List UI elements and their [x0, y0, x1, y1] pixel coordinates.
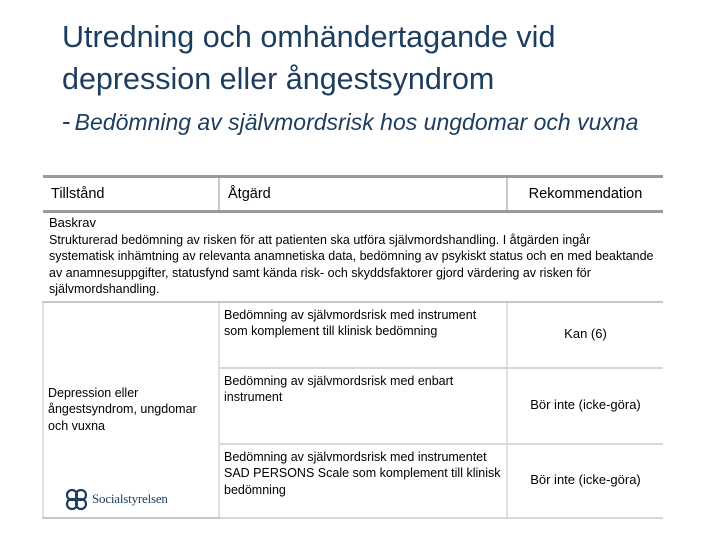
atgard-cell: Bedömning av självmordsrisk med enbart instrument [219, 368, 507, 444]
header-rekommendation: Rekommendation [507, 177, 663, 212]
header-atgard: Åtgärd [219, 177, 507, 212]
slide-title: Utredning och omhändertagande vid depression eller ångestsyndrom [62, 20, 556, 96]
recommendation-cell: Bör inte (icke-göra) [507, 368, 663, 444]
logo-text: Socialstyrelsen [92, 491, 168, 506]
subtitle-dash: - [62, 106, 71, 136]
baskrav-heading: Baskrav [49, 215, 96, 230]
socialstyrelsen-logo-icon [64, 486, 90, 512]
baskrav-text: Strukturerad bedömning av risken för att patienten ska utföra självmordshandling. I åtgärden ingår systematisk inhämtning av relevanta anamnetiska data, bedömning av psykiskt status och en med beaktande av anamnesuppgifter, statusfynd samt kända risk- och skyddsfaktorer gjord värdering av risken för självmordshandling. [49, 232, 654, 296]
table-row [43, 302, 663, 368]
atgard-cell: Bedömning av självmordsrisk med instrumentet SAD PERSONS Scale som komplement till klinisk bedömning [219, 444, 507, 518]
atgard-cell: Bedömning av självmordsrisk med instrument som komplement till klinisk bedömning [219, 302, 507, 368]
recommendation-cell: Kan (6) [507, 302, 663, 368]
baskrav-cell [43, 212, 663, 302]
slide-subtitle [62, 104, 712, 139]
recommendation-cell: Bör inte (icke-göra) [507, 444, 663, 518]
subtitle-text: Bedömning av självmordsrisk hos ungdomar och vuxna [74, 109, 639, 135]
table-header-row [43, 177, 663, 212]
socialstyrelsen-logo [64, 484, 168, 514]
condition-cell: Depression eller ångestsyndrom, ungdomar och vuxna [43, 302, 219, 518]
baskrav-row [43, 212, 663, 302]
recommendation-table [42, 175, 663, 519]
header-tillstand: Tillstånd [43, 177, 219, 212]
